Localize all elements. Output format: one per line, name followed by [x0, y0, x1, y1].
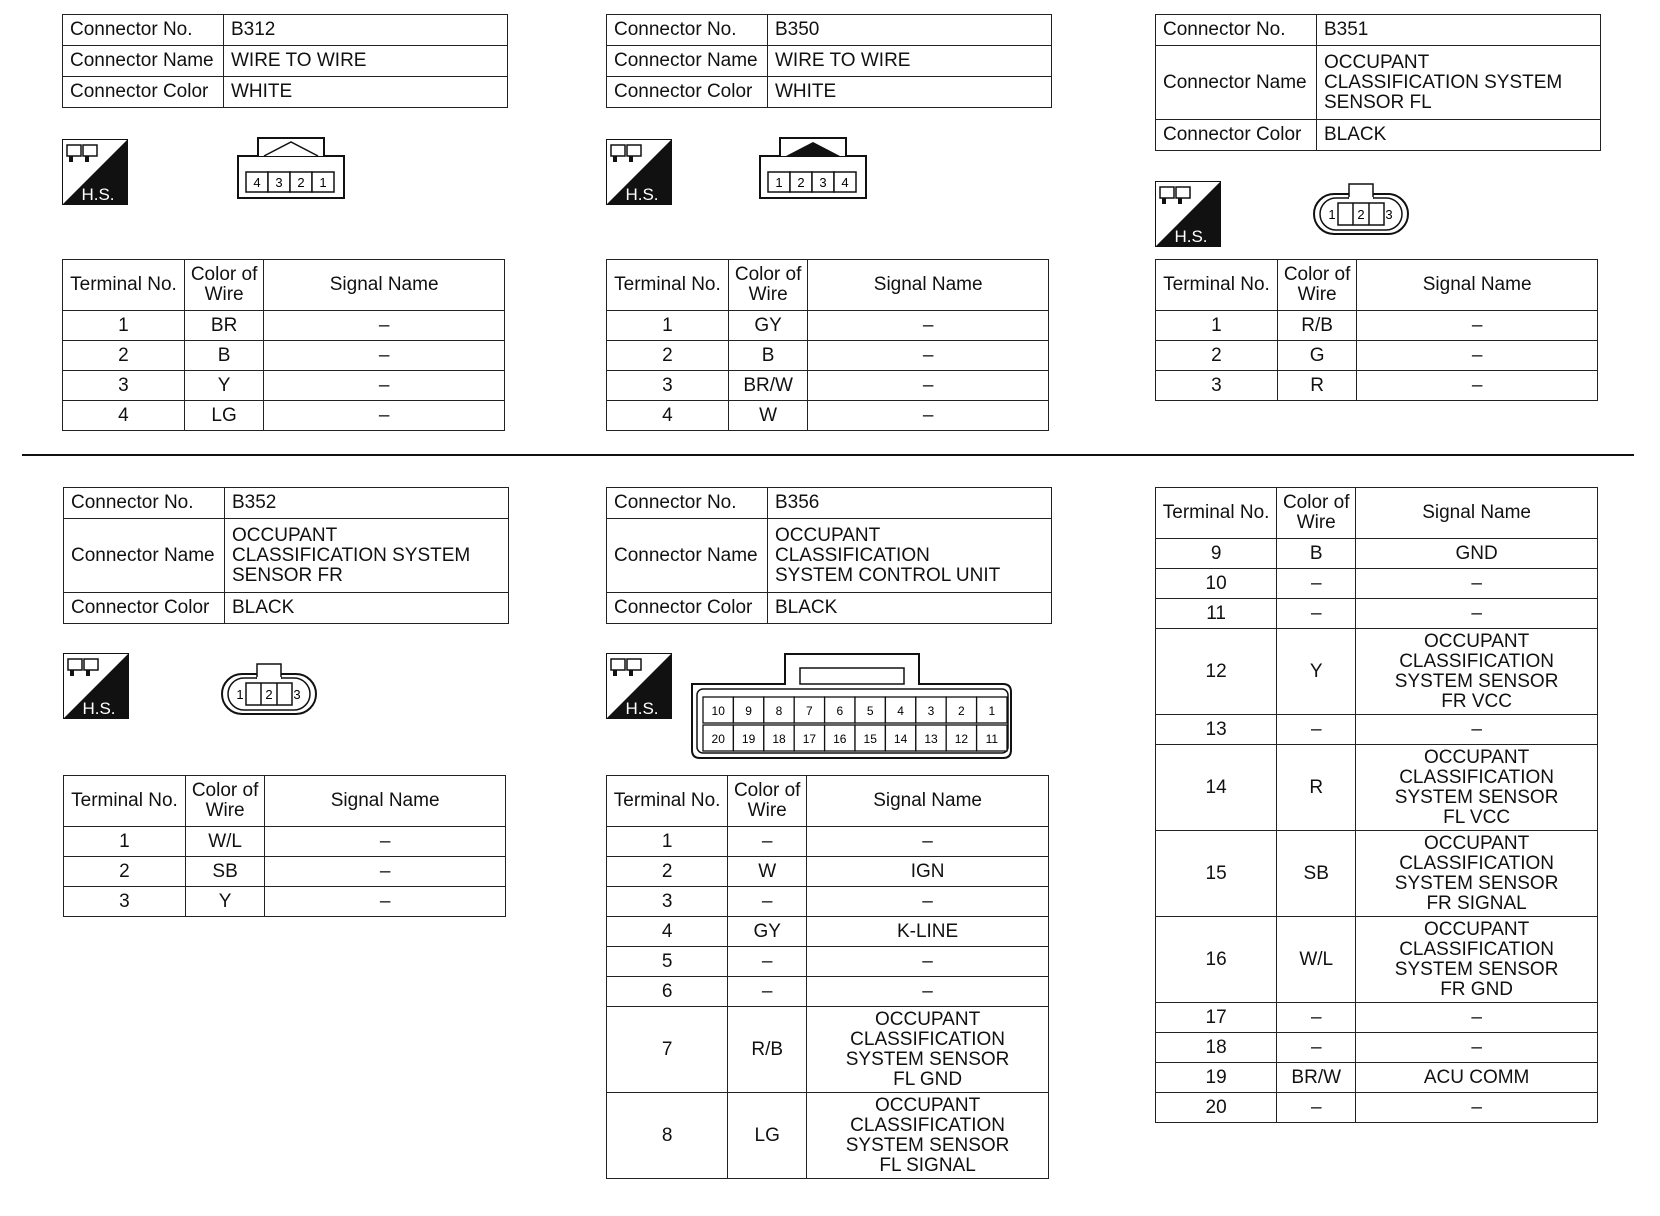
pin-label: 6 [836, 704, 844, 718]
connector-name-value: OCCUPANT CLASSIFICATION SYSTEM CONTROL UNIT [768, 519, 1052, 593]
terminal-no-cell: 3 [64, 887, 186, 917]
connector-info-b312 [62, 14, 508, 108]
table-row [1156, 831, 1598, 917]
label-connector-color: Connector Color [63, 77, 224, 108]
label-connector-no: Connector No. [64, 488, 225, 519]
signal-name-cell: – [1356, 1003, 1598, 1033]
pin-label: 8 [775, 704, 783, 718]
pin-label: 9 [745, 704, 752, 718]
terminal-table-b351 [1155, 259, 1598, 401]
wire-color-cell: R/B [1277, 311, 1356, 341]
signal-name-cell: – [265, 857, 506, 887]
terminal-no-cell: 3 [607, 887, 728, 917]
connector-face-b352 [220, 662, 320, 718]
terminal-no-cell: 7 [607, 1007, 728, 1093]
connector-no-value: B350 [768, 15, 1052, 46]
signal-name-cell: – [264, 311, 505, 341]
signal-name-cell: K-LINE [807, 917, 1049, 947]
connector-no-value: B352 [225, 488, 509, 519]
wire-color-cell: – [1277, 1003, 1356, 1033]
signal-name-cell: – [1356, 1093, 1598, 1123]
connector-no-value: B351 [1317, 15, 1601, 46]
table-row [1156, 1093, 1598, 1123]
table-row [64, 887, 506, 917]
wire-color-cell: SB [185, 857, 264, 887]
connector-face-b356 [690, 652, 1015, 762]
pin-label: 3 [927, 704, 935, 718]
signal-name-cell: OCCUPANT CLASSIFICATION SYSTEM SENSOR FL VCC [1356, 745, 1598, 831]
header-terminal-no: Terminal No. [607, 776, 728, 827]
terminal-table-b356 [606, 775, 1049, 1179]
pin-label: 17 [802, 732, 817, 746]
hs-badge-label: H.S. [1174, 227, 1208, 246]
wire-color-cell: W [728, 401, 807, 431]
terminal-no-cell: 16 [1156, 917, 1277, 1003]
table-row [607, 1093, 1049, 1179]
label-connector-name: Connector Name [63, 46, 224, 77]
connector-color-value: WHITE [768, 77, 1052, 108]
terminal-no-cell: 12 [1156, 629, 1277, 715]
terminal-no-cell: 6 [607, 977, 728, 1007]
harness-side-icon [606, 653, 672, 719]
connector-no-value: B312 [224, 15, 508, 46]
label-connector-name: Connector Name [607, 519, 768, 593]
table-row [1156, 599, 1598, 629]
wire-color-cell: W/L [1277, 917, 1356, 1003]
connector-color-value: BLACK [1317, 120, 1601, 151]
table-row [1156, 745, 1598, 831]
wire-color-cell: B [184, 341, 263, 371]
header-signal-name: Signal Name [265, 776, 506, 827]
signal-name-cell: – [807, 977, 1049, 1007]
label-connector-name: Connector Name [607, 46, 768, 77]
terminal-no-cell: 15 [1156, 831, 1277, 917]
signal-name-cell: – [1357, 341, 1598, 371]
signal-name-cell: OCCUPANT CLASSIFICATION SYSTEM SENSOR FR SIGNAL [1356, 831, 1598, 917]
pin-label: 2 [1357, 207, 1365, 222]
wire-color-cell: Y [184, 371, 263, 401]
connector-info-b351 [1155, 14, 1601, 151]
wire-color-cell: – [1277, 569, 1356, 599]
pin-label: 3 [293, 687, 301, 702]
table-row [64, 857, 506, 887]
signal-name-cell: OCCUPANT CLASSIFICATION SYSTEM SENSOR FL GND [807, 1007, 1049, 1093]
header-color-of-wire: Color of Wire [1277, 488, 1356, 539]
signal-name-cell: IGN [807, 857, 1049, 887]
connector-info-b356 [606, 487, 1052, 624]
terminal-no-cell: 8 [607, 1093, 728, 1179]
terminal-no-cell: 20 [1156, 1093, 1277, 1123]
header-signal-name: Signal Name [808, 260, 1049, 311]
pin-label: 13 [924, 732, 938, 746]
table-row [1156, 1063, 1598, 1093]
terminal-table-b312 [62, 259, 505, 431]
table-row [607, 311, 1049, 341]
connector-info-b350 [606, 14, 1052, 108]
signal-name-cell: – [1356, 715, 1598, 745]
pin-label: 20 [711, 732, 725, 746]
pin-label: 1 [775, 175, 783, 190]
hs-badge-label: H.S. [625, 185, 659, 204]
wire-color-cell: GY [728, 311, 807, 341]
wire-color-cell: Y [1277, 629, 1356, 715]
terminal-no-cell: 5 [607, 947, 728, 977]
terminal-no-cell: 1 [64, 827, 186, 857]
wire-color-cell: B [1277, 539, 1356, 569]
terminal-no-cell: 2 [607, 857, 728, 887]
connector-color-value: BLACK [225, 593, 509, 624]
terminal-no-cell: 18 [1156, 1033, 1277, 1063]
wire-color-cell: BR/W [728, 371, 807, 401]
hs-badge-label: H.S. [625, 699, 659, 718]
header-terminal-no: Terminal No. [1156, 260, 1278, 311]
connector-name-value: OCCUPANT CLASSIFICATION SYSTEM SENSOR FR [225, 519, 509, 593]
label-connector-no: Connector No. [607, 15, 768, 46]
pin-label: 16 [833, 732, 847, 746]
connector-face-b350 [758, 136, 870, 202]
terminal-no-cell: 13 [1156, 715, 1277, 745]
label-connector-no: Connector No. [1156, 15, 1317, 46]
signal-name-cell: – [1357, 371, 1598, 401]
terminal-no-cell: 11 [1156, 599, 1277, 629]
pin-label: 12 [954, 732, 969, 746]
header-color-of-wire: Color of Wire [728, 260, 807, 311]
terminal-no-cell: 4 [63, 401, 185, 431]
pin-label: 2 [265, 687, 273, 702]
table-row [64, 827, 506, 857]
terminal-no-cell: 14 [1156, 745, 1277, 831]
harness-side-icon [606, 139, 672, 205]
wire-color-cell: R/B [728, 1007, 807, 1093]
header-terminal-no: Terminal No. [1156, 488, 1277, 539]
table-row [1156, 341, 1598, 371]
signal-name-cell: – [1357, 311, 1598, 341]
terminal-no-cell: 4 [607, 917, 728, 947]
wire-color-cell: – [728, 827, 807, 857]
terminal-table-b352 [63, 775, 506, 917]
pin-label: 14 [893, 732, 908, 746]
table-row [607, 401, 1049, 431]
table-row [1156, 629, 1598, 715]
connector-face-b312 [236, 136, 348, 202]
signal-name-cell: – [808, 341, 1049, 371]
terminal-no-cell: 9 [1156, 539, 1277, 569]
table-row [63, 401, 505, 431]
signal-name-cell: – [808, 371, 1049, 401]
table-row [607, 1007, 1049, 1093]
connector-color-value: BLACK [768, 593, 1052, 624]
terminal-no-cell: 1 [607, 827, 728, 857]
signal-name-cell: ACU COMM [1356, 1063, 1598, 1093]
terminal-no-cell: 2 [1156, 341, 1278, 371]
wire-color-cell: W [728, 857, 807, 887]
harness-side-icon [1155, 181, 1221, 247]
header-color-of-wire: Color of Wire [1277, 260, 1356, 311]
table-row [1156, 715, 1598, 745]
wire-color-cell: Y [185, 887, 264, 917]
wire-color-cell: LG [728, 1093, 807, 1179]
wire-color-cell: BR [184, 311, 263, 341]
signal-name-cell: – [807, 827, 1049, 857]
wire-color-cell: – [1277, 1093, 1356, 1123]
pin-label: 3 [275, 175, 283, 190]
signal-name-cell: GND [1356, 539, 1598, 569]
wire-color-cell: SB [1277, 831, 1356, 917]
pin-label: 1 [988, 704, 996, 718]
table-row [607, 977, 1049, 1007]
signal-name-cell: – [807, 947, 1049, 977]
hs-badge-label: H.S. [82, 699, 116, 718]
table-row [63, 341, 505, 371]
wire-color-cell: – [1277, 715, 1356, 745]
signal-name-cell: – [1356, 569, 1598, 599]
terminal-table-b350 [606, 259, 1049, 431]
connector-color-value: WHITE [224, 77, 508, 108]
terminal-no-cell: 1 [1156, 311, 1278, 341]
connector-name-value: OCCUPANT CLASSIFICATION SYSTEM SENSOR FL [1317, 46, 1601, 120]
wire-color-cell: W/L [185, 827, 264, 857]
pin-label: 2 [297, 175, 305, 190]
label-connector-name: Connector Name [1156, 46, 1317, 120]
connector-no-value: B356 [768, 488, 1052, 519]
table-row [1156, 569, 1598, 599]
signal-name-cell: – [808, 401, 1049, 431]
wire-color-cell: – [728, 977, 807, 1007]
table-row [607, 341, 1049, 371]
wire-color-cell: G [1277, 341, 1356, 371]
table-row [607, 857, 1049, 887]
wire-color-cell: R [1277, 371, 1356, 401]
hs-badge-label: H.S. [81, 185, 115, 204]
table-row [1156, 1033, 1598, 1063]
terminal-no-cell: 3 [63, 371, 185, 401]
wire-color-cell: – [1277, 1033, 1356, 1063]
table-row [63, 311, 505, 341]
connector-info-b352 [63, 487, 509, 624]
pin-label: 4 [253, 175, 261, 190]
wire-color-cell: LG [184, 401, 263, 431]
wire-color-cell: B [728, 341, 807, 371]
header-signal-name: Signal Name [264, 260, 505, 311]
harness-side-icon [63, 653, 129, 719]
header-terminal-no: Terminal No. [64, 776, 186, 827]
connector-face-b351 [1312, 182, 1412, 238]
signal-name-cell: – [807, 887, 1049, 917]
header-color-of-wire: Color of Wire [184, 260, 263, 311]
wire-color-cell: BR/W [1277, 1063, 1356, 1093]
pin-label: 3 [1385, 207, 1393, 222]
table-row [1156, 371, 1598, 401]
header-terminal-no: Terminal No. [607, 260, 729, 311]
header-color-of-wire: Color of Wire [185, 776, 264, 827]
pin-row [246, 172, 334, 192]
signal-name-cell: – [265, 827, 506, 857]
label-connector-color: Connector Color [607, 77, 768, 108]
terminal-no-cell: 1 [63, 311, 185, 341]
pin-label: 2 [797, 175, 805, 190]
wire-color-cell: – [728, 887, 807, 917]
signal-name-cell: – [264, 341, 505, 371]
table-row [607, 887, 1049, 917]
label-connector-no: Connector No. [63, 15, 224, 46]
signal-name-cell: – [265, 887, 506, 917]
label-connector-no: Connector No. [607, 488, 768, 519]
pin-label: 2 [958, 704, 965, 718]
table-row [1156, 311, 1598, 341]
label-connector-name: Connector Name [64, 519, 225, 593]
wire-color-cell: – [728, 947, 807, 977]
header-signal-name: Signal Name [807, 776, 1049, 827]
header-signal-name: Signal Name [1356, 488, 1598, 539]
table-row [1156, 1003, 1598, 1033]
table-row [607, 371, 1049, 401]
pin-label: 1 [319, 175, 327, 190]
connector-name-value: WIRE TO WIRE [224, 46, 508, 77]
signal-name-cell: – [264, 371, 505, 401]
pin-label: 1 [1328, 207, 1336, 222]
signal-name-cell: OCCUPANT CLASSIFICATION SYSTEM SENSOR FR GND [1356, 917, 1598, 1003]
connector-name-value: WIRE TO WIRE [768, 46, 1052, 77]
terminal-no-cell: 4 [607, 401, 729, 431]
signal-name-cell: – [1356, 1033, 1598, 1063]
wire-color-cell: R [1277, 745, 1356, 831]
terminal-no-cell: 2 [64, 857, 186, 887]
pin-label: 3 [819, 175, 827, 190]
signal-name-cell: – [264, 401, 505, 431]
signal-name-cell: – [1356, 599, 1598, 629]
table-row [607, 947, 1049, 977]
label-connector-color: Connector Color [607, 593, 768, 624]
table-row [607, 827, 1049, 857]
wire-color-cell: – [1277, 599, 1356, 629]
terminal-no-cell: 17 [1156, 1003, 1277, 1033]
terminal-no-cell: 2 [63, 341, 185, 371]
signal-name-cell: OCCUPANT CLASSIFICATION SYSTEM SENSOR FL SIGNAL [807, 1093, 1049, 1179]
table-row [63, 371, 505, 401]
pin-label: 4 [897, 704, 904, 718]
table-row [1156, 539, 1598, 569]
header-signal-name: Signal Name [1357, 260, 1598, 311]
terminal-no-cell: 3 [1156, 371, 1278, 401]
table-row [607, 917, 1049, 947]
wire-color-cell: GY [728, 917, 807, 947]
terminal-no-cell: 3 [607, 371, 729, 401]
terminal-no-cell: 1 [607, 311, 729, 341]
pin-label: 4 [841, 175, 849, 190]
label-connector-color: Connector Color [1156, 120, 1317, 151]
pin-label: 18 [772, 732, 786, 746]
pin-label: 5 [866, 704, 874, 718]
pin-label: 10 [711, 704, 725, 718]
harness-side-icon [62, 139, 128, 205]
header-color-of-wire: Color of Wire [728, 776, 807, 827]
pin-label: 15 [863, 732, 877, 746]
terminal-no-cell: 19 [1156, 1063, 1277, 1093]
signal-name-cell: – [808, 311, 1049, 341]
terminal-no-cell: 2 [607, 341, 729, 371]
pin-label: 19 [741, 732, 756, 746]
header-terminal-no: Terminal No. [63, 260, 185, 311]
terminal-no-cell: 10 [1156, 569, 1277, 599]
pin-label: 1 [236, 687, 244, 702]
pin-label: 11 [985, 732, 999, 746]
signal-name-cell: OCCUPANT CLASSIFICATION SYSTEM SENSOR FR VCC [1356, 629, 1598, 715]
table-row [1156, 917, 1598, 1003]
section-divider [22, 454, 1634, 456]
pin-label: 7 [806, 704, 813, 718]
terminal-table-b356-cont [1155, 487, 1598, 1123]
label-connector-color: Connector Color [64, 593, 225, 624]
